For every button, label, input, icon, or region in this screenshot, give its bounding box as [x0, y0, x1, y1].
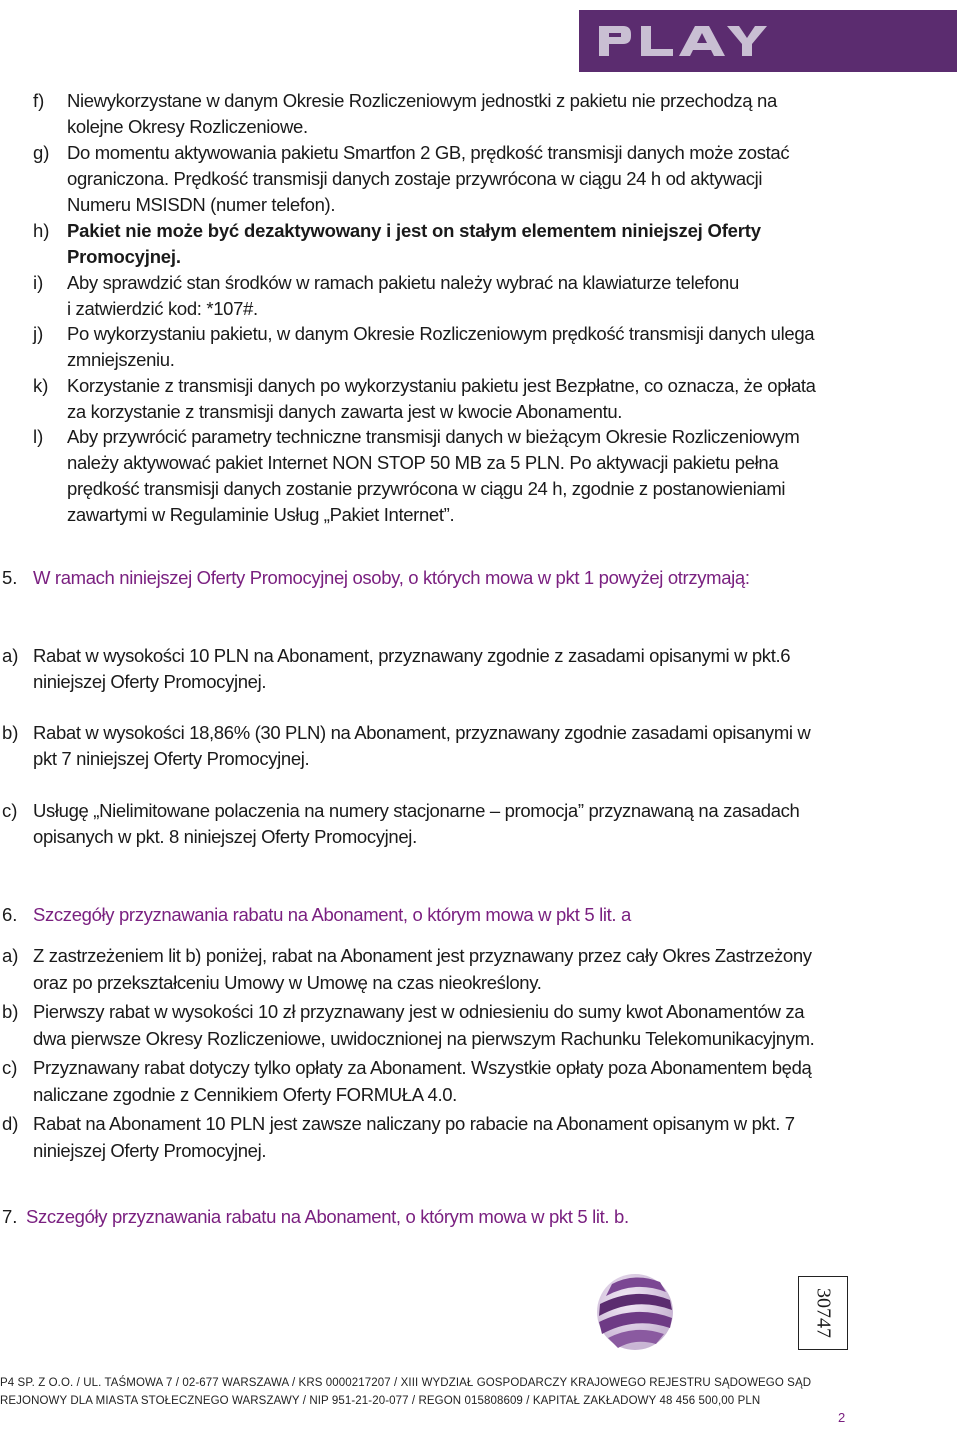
section-6-item-d-line-2: niniejszej Oferty Promocyjnej.	[33, 1140, 267, 1161]
section-6-item-d-line-1: Rabat na Abonament 10 PLN jest zawsze naliczany po rabacie na Abonament opisanym w pkt. 7	[33, 1113, 795, 1134]
item-k-line-2: za korzystanie z transmisji danych zawarta jest w kwocie Abonamentu.	[67, 401, 623, 422]
stamp-number: 30747	[812, 1288, 835, 1338]
item-l-line-2: należy aktywować pakiet Internet NON STOP 50 MB za 5 PLN. Po aktywacji pakietu pełna	[67, 452, 779, 473]
play-ball-graphic	[590, 1264, 680, 1354]
section-5-number: 5.	[2, 567, 18, 588]
item-i-line-2: i zatwierdzić kod: *107#.	[67, 298, 258, 319]
section-6-item-d-label: d)	[2, 1113, 19, 1134]
section-5-item-c-line-2: opisanych w pkt. 8 niniejszej Oferty Promocyjnej.	[33, 826, 417, 847]
item-i-line-1: Aby sprawdzić stan środków w ramach pakietu należy wybrać na klawiaturze telefonu	[67, 272, 739, 293]
section-5-item-c-label: c)	[2, 800, 18, 821]
section-6-heading: Szczegóły przyznawania rabatu na Abonament, o którym mowa w pkt 5 lit. a	[33, 904, 631, 925]
document-stamp	[798, 1276, 848, 1350]
item-l-line-4: zawartymi w Regulaminie Usług „Pakiet Internet”.	[67, 504, 455, 525]
section-5-item-c-line-1: Usługę „Nielimitowane polaczenia na numery stacjonarne – promocja” przyznawaną na zasadach	[33, 800, 800, 821]
item-g-line-1: Do momentu aktywowania pakietu Smartfon 2 GB, prędkość transmisji danych może zostać	[67, 142, 790, 163]
section-6-item-b-line-2: dwa pierwsze Okresy Rozliczeniowe, uwidocznionej na pierwszym Rachunku Telekomunikacyjnym.	[33, 1028, 815, 1049]
footer-line-2: REJONOWY DLA MIASTA STOŁECZNEGO WARSZAWY / NIP 951-21-20-077 / REGON 015808609 / KAPITAŁ ZAKŁADOWY 48 456 500,00 PLN	[0, 1395, 761, 1407]
item-g-label: g)	[33, 142, 50, 163]
item-h-line-2: Promocyjnej.	[67, 246, 181, 267]
section-6-item-b-label: b)	[2, 1001, 19, 1022]
item-j-line-2: zmniejszeniu.	[67, 349, 175, 370]
section-5-item-b-label: b)	[2, 722, 19, 743]
item-i-label: i)	[33, 272, 44, 293]
page-number: 2	[838, 1410, 846, 1425]
section-5-item-a-line-1: Rabat w wysokości 10 PLN na Abonament, przyznawany zgodnie z zasadami opisanymi w pkt.6	[33, 645, 791, 666]
item-l-label: l)	[33, 426, 44, 447]
section-6-number: 6.	[2, 904, 18, 925]
item-f-line-2: kolejne Okresy Rozliczeniowe.	[67, 116, 308, 137]
item-g-line-3: Numeru MSISDN (numer telefon).	[67, 194, 336, 215]
section-6-item-c-line-2: naliczane zgodnie z Cennikiem Oferty FORMUŁA 4.0.	[33, 1084, 457, 1105]
section-7-heading: Szczegóły przyznawania rabatu na Abonament, o którym mowa w pkt 5 lit. b.	[26, 1206, 629, 1227]
item-l-line-3: prędkość transmisji danych zostanie przywrócona w ciągu 24 h, zgodnie z postanowieniami	[67, 478, 786, 499]
item-k-label: k)	[33, 375, 49, 396]
item-l-line-1: Aby przywrócić parametry techniczne transmisji danych w bieżącym Okresie Rozliczeniowym	[67, 426, 800, 447]
section-6-item-a-line-1: Z zastrzeżeniem lit b) poniżej, rabat na Abonament jest przyznawany przez cały Okres Zastrzeżony	[33, 945, 812, 966]
section-6-item-c-label: c)	[2, 1057, 18, 1078]
section-5-item-a-line-2: niniejszej Oferty Promocyjnej.	[33, 671, 267, 692]
section-6-item-a-line-2: oraz po przekształceniu Umowy w Umowę na czas nieokreślony.	[33, 972, 542, 993]
section-5-item-b-line-1: Rabat w wysokości 18,86% (30 PLN) na Abonament, przyznawany zgodnie zasadami opisanymi w	[33, 722, 811, 743]
item-j-line-1: Po wykorzystaniu pakietu, w danym Okresie Rozliczeniowym prędkość transmisji danych ulega	[67, 323, 815, 344]
item-h-label: h)	[33, 220, 50, 241]
item-g-line-2: ograniczona. Prędkość transmisji danych zostaje przywrócona w ciągu 24 h od aktywacji	[67, 168, 763, 189]
play-logo	[579, 10, 957, 72]
play-logo-wordmark	[597, 22, 797, 60]
item-k-line-1: Korzystanie z transmisji danych po wykorzystaniu pakietu jest Bezpłatne, co oznacza, że opłata	[67, 375, 816, 396]
section-5-item-a-label: a)	[2, 645, 19, 666]
section-6-item-b-line-1: Pierwszy rabat w wysokości 10 zł przyznawany jest w odniesieniu do sumy kwot Abonamentów za	[33, 1001, 805, 1022]
section-7-number: 7.	[2, 1206, 18, 1227]
footer-line-1: P4 SP. Z O.O. / UL. TAŚMOWA 7 / 02-677 WARSZAWA / KRS 0000217207 / XIII WYDZIAŁ GOSPODARCZY KRAJOWEGO REJESTRU SĄDOWEGO SĄD	[0, 1377, 812, 1389]
section-6-item-c-line-1: Przyznawany rabat dotyczy tylko opłaty za Abonament. Wszystkie opłaty poza Abonamentem będą	[33, 1057, 812, 1078]
item-j-label: j)	[33, 323, 44, 344]
section-5-heading: W ramach niniejszej Oferty Promocyjnej osoby, o których mowa w pkt 1 powyżej otrzymają:	[33, 567, 750, 588]
item-h-line-1: Pakiet nie może być dezaktywowany i jest on stałym elementem niniejszej Oferty	[67, 220, 761, 241]
item-f-label: f)	[33, 90, 45, 111]
section-5-item-b-line-2: pkt 7 niniejszej Oferty Promocyjnej.	[33, 748, 310, 769]
section-6-item-a-label: a)	[2, 945, 19, 966]
item-f-line-1: Niewykorzystane w danym Okresie Rozliczeniowym jednostki z pakietu nie przechodzą na	[67, 90, 777, 111]
